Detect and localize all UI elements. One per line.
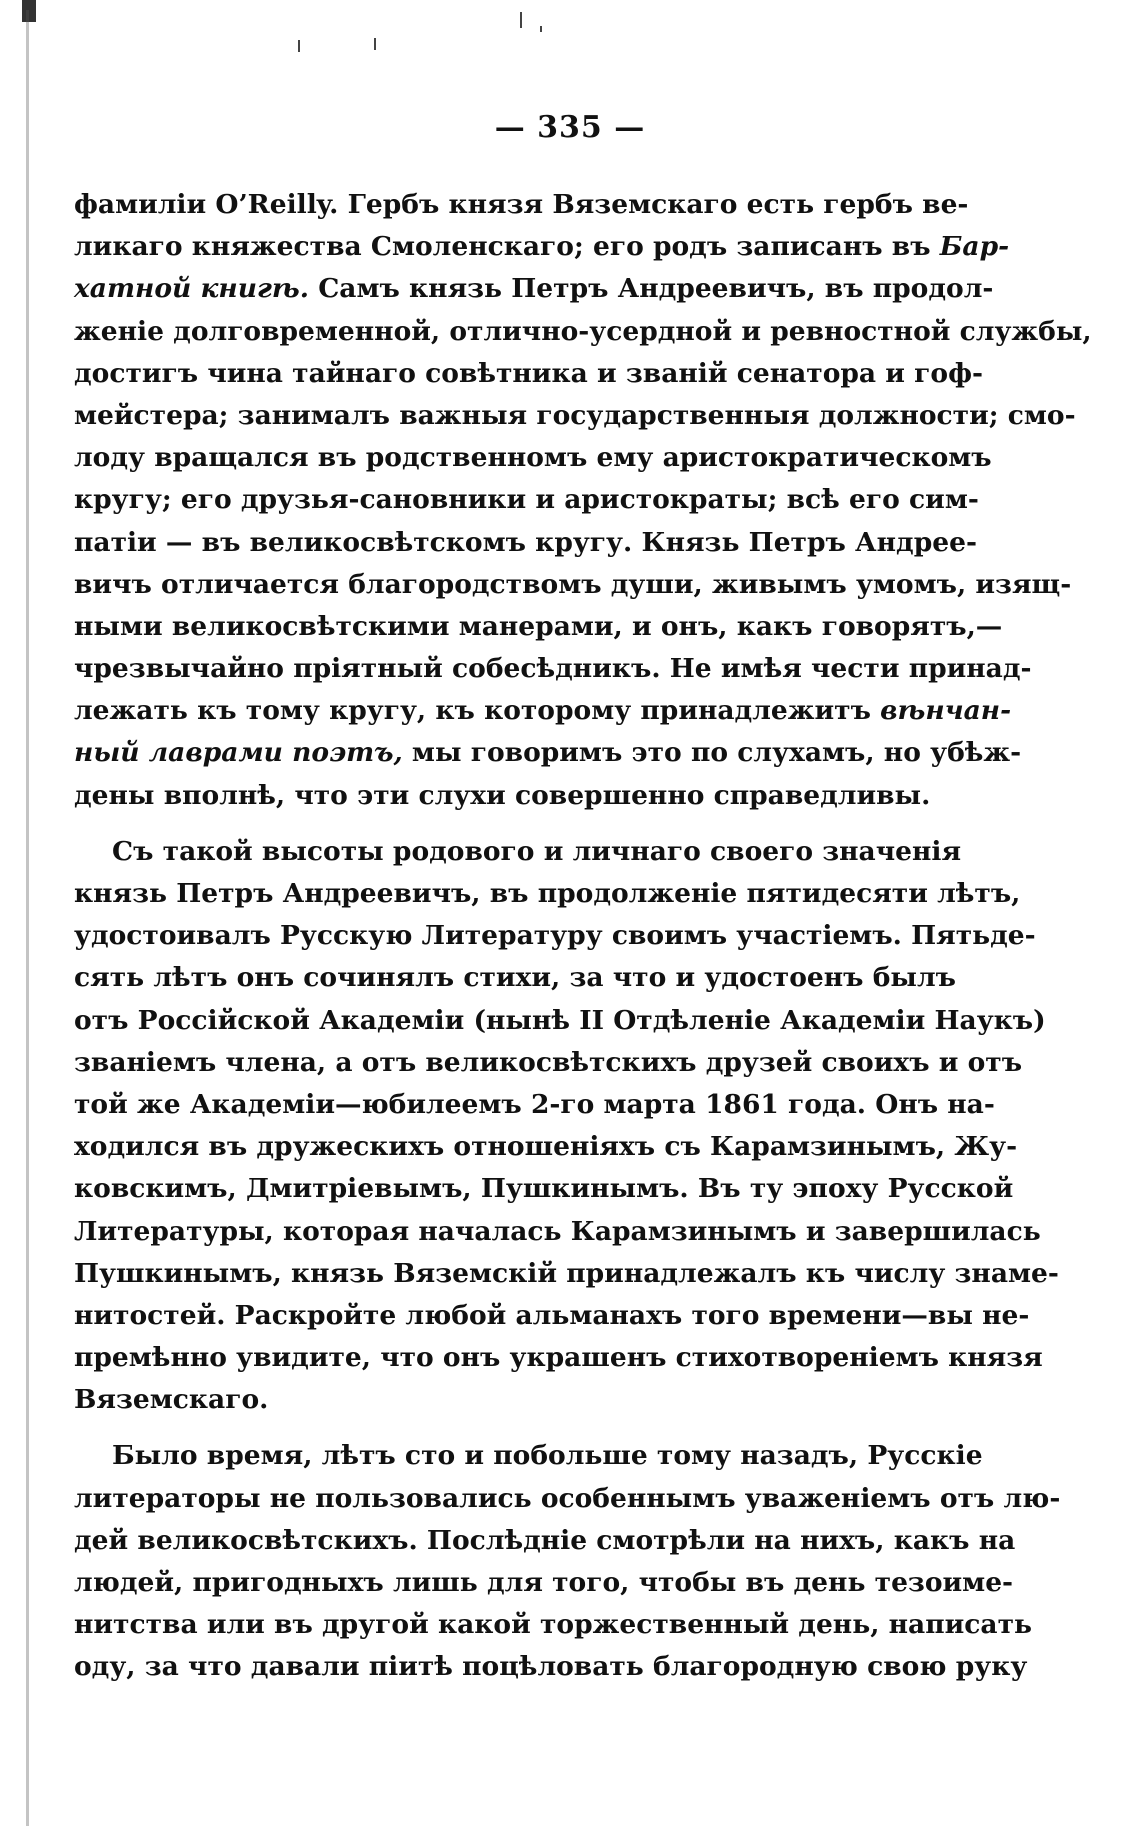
body-text [74, 184, 1092, 1689]
text-run: лоду вращался въ родственномъ ему аристократическомъ [74, 442, 992, 474]
text-line [74, 268, 994, 310]
italic-text-run: хатной книгѣ. [74, 273, 309, 305]
text-line [74, 564, 1072, 606]
text-run: литераторы не пользовались особеннымъ уваженiемъ отъ лю- [74, 1482, 1061, 1514]
page-number: — 335 — [494, 110, 646, 145]
text-line [74, 775, 952, 817]
paragraph [74, 184, 1092, 817]
text-line [74, 1253, 1059, 1295]
text-run: ковскимъ, Дмитрiевымъ, Пушкинымъ. Въ ту эпоху Русской [74, 1173, 1014, 1205]
text-line [74, 957, 956, 999]
text-run: кругу; его друзья-сановники и аристократы; всѣ его сим- [74, 484, 979, 516]
text-run: ными великосвѣтскими манерами, и онъ, какъ говорятъ,— [74, 610, 1003, 642]
text-line [74, 690, 1012, 732]
text-run: патiи — въ великосвѣтскомъ кругу. Князь Петръ Андрее- [74, 526, 977, 558]
text-line [74, 1379, 952, 1421]
text-line [74, 1520, 1016, 1562]
text-line [74, 353, 983, 395]
text-line [74, 184, 969, 226]
text-line [74, 226, 1010, 268]
text-line [74, 1042, 1023, 1084]
text-line [74, 732, 1022, 774]
text-run: той же Академiи—юбилеемъ 2-го марта 1861 года. Онъ на- [74, 1088, 995, 1120]
text-run: чрезвычайно прiятный собесѣдникъ. Не имѣя чести принад- [74, 653, 1032, 685]
text-run: мейстера; занималъ важныя государственныя должности; смо- [74, 399, 1076, 431]
text-run: достигъ чина тайнаго совѣтника и званiй сенатора и гоф- [74, 357, 983, 389]
italic-text-run: Бар- [939, 231, 1010, 263]
text-line [74, 311, 1092, 353]
text-line [74, 522, 977, 564]
text-line [74, 437, 992, 479]
text-run: Пушкинымъ, князь Вяземскiй принадлежалъ къ числу знаме- [74, 1257, 1059, 1289]
text-line [74, 1084, 995, 1126]
text-run: женiе долговременной, отлично-усердной и ревностной службы, [74, 315, 1092, 347]
paragraph-gap [74, 1421, 952, 1435]
text-run: фамилiи O’Reilly. Гербъ князя Вяземскаго есть гербъ ве- [74, 189, 969, 220]
scan-speck [374, 38, 376, 50]
text-run: Литературы, которая началась Карамзинымъ и завершилась [74, 1215, 1041, 1247]
text-line [74, 1000, 1046, 1042]
text-run: мы говоримъ это по слухамъ, но убѣж- [402, 737, 1022, 769]
text-run: отъ Россiйской Академiи (нынѣ II Отдѣленiе Академiи Наукъ) [74, 1004, 1046, 1036]
italic-text-run: вѣнчан- [880, 695, 1012, 727]
text-line [74, 1211, 1041, 1253]
text-run: людей, пригодныхъ лишь для того, чтобы въ день тезоиме- [74, 1567, 1014, 1598]
scan-edge-line [26, 10, 29, 1826]
text-line [74, 606, 1003, 648]
text-line [74, 1337, 1043, 1379]
text-line [74, 1562, 1014, 1604]
text-run: нитства или въ другой какой торжественный день, написать [74, 1609, 1032, 1641]
text-line [74, 648, 1032, 690]
text-line [74, 873, 1021, 915]
text-line [74, 1168, 1014, 1210]
paragraph-gap [74, 817, 952, 831]
text-line [74, 479, 979, 521]
text-line [74, 395, 1076, 437]
text-run: удостоивалъ Русскую Литературу своимъ участiемъ. Пятьде- [74, 920, 1036, 952]
text-line [74, 915, 1036, 957]
italic-text-run: ный лаврами поэтъ, [74, 737, 403, 769]
scan-corner-mark [22, 0, 36, 22]
text-run: нитостей. Раскройте любой альманахъ того времени—вы не- [74, 1299, 1030, 1331]
text-run: ходился въ дружескихъ отношенiяхъ съ Карамзинымъ, Жу- [74, 1131, 1018, 1163]
text-line [74, 1604, 1032, 1646]
text-run: князь Петръ Андреевичъ, въ продолженiе пятидесяти лѣтъ, [74, 878, 1021, 909]
scan-speck [520, 12, 522, 28]
text-run: оду, за что давали пiитѣ поцѣловать благородную свою руку [74, 1651, 1028, 1683]
text-line [74, 831, 962, 873]
text-run: вичъ отличается благородствомъ души, живымъ умомъ, изящ- [74, 568, 1072, 600]
text-run: премѣнно увидите, что онъ украшенъ стихотворенiемъ князя [74, 1342, 1043, 1374]
text-run: Вяземскаго. [74, 1384, 269, 1416]
text-line [74, 1646, 1028, 1688]
text-line [74, 1295, 1030, 1337]
text-run: Съ такой высоты родового и личнаго своего значенiя [112, 835, 962, 867]
text-line [74, 1478, 1061, 1520]
text-line [74, 1126, 1018, 1168]
text-run: ликаго княжества Смоленскаго; его родъ записанъ въ [74, 231, 940, 263]
text-line [74, 1435, 983, 1477]
scan-speck [540, 26, 542, 32]
scan-speck [298, 40, 300, 52]
text-run: дей великосвѣтскихъ. Послѣднiе смотрѣли на нихъ, какъ на [74, 1524, 1016, 1556]
text-run: лежать къ тому кругу, къ которому принадлежитъ [74, 695, 881, 727]
text-run: сять лѣтъ онъ сочинялъ стихи, за что и удостоенъ былъ [74, 962, 956, 994]
text-run: званiемъ члена, а отъ великосвѣтскихъ друзей своихъ и отъ [74, 1046, 1023, 1078]
text-run: Было время, лѣтъ сто и побольше тому назадъ, Русскiе [112, 1440, 983, 1472]
text-run: Самъ князь Петръ Андреевичъ, въ продол- [308, 273, 994, 305]
paragraph [74, 1435, 1061, 1688]
paragraph [74, 831, 1059, 1422]
text-run: дены вполнѣ, что эти слухи совершенно справедливы. [74, 779, 931, 811]
